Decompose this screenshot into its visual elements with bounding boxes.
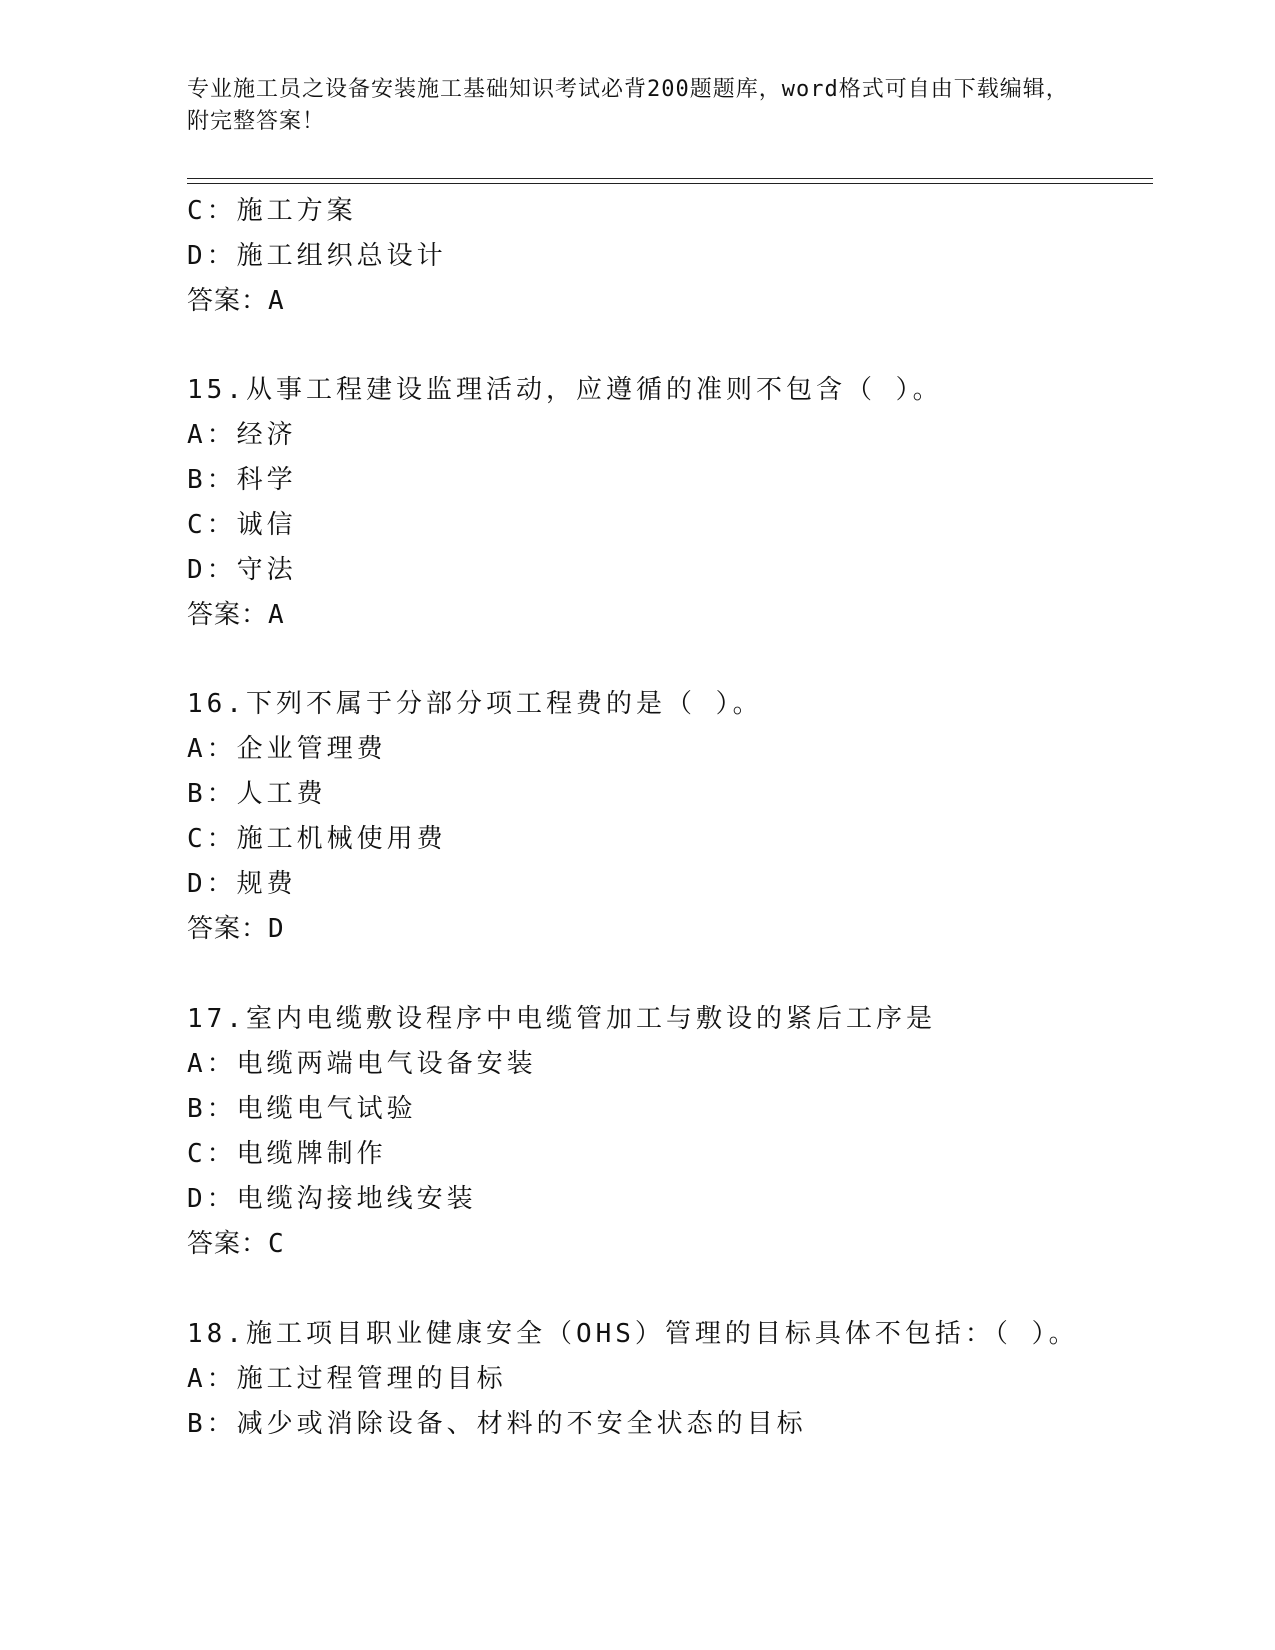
question-stem-16: 16.下列不属于分部分项工程费的是（ ）。	[187, 689, 763, 719]
option-a: A：电缆两端电气设备安装	[187, 1049, 537, 1079]
option-d: D：施工组织总设计	[187, 241, 447, 271]
option-d: D：规费	[187, 869, 297, 899]
option-c: C：诚信	[187, 510, 297, 540]
answer-line: 答案：A	[187, 286, 285, 316]
document-header: 专业施工员之设备安装施工基础知识考试必背200题题库，word格式可自由下载编辑，附完整答案！	[187, 77, 1069, 134]
answer-line: 答案：C	[187, 1229, 285, 1259]
header-divider-bottom	[187, 183, 1153, 184]
question-stem-18: 18.施工项目职业健康安全（OHS）管理的目标具体不包括：（ ）。	[187, 1319, 1079, 1349]
option-b: B：电缆电气试验	[187, 1094, 417, 1124]
option-c: C：施工方案	[187, 196, 357, 226]
option-a: A：经济	[187, 420, 297, 450]
option-b: B：科学	[187, 465, 297, 495]
question-stem-15: 15.从事工程建设监理活动，应遵循的准则不包含（ ）。	[187, 375, 943, 405]
option-c: C：施工机械使用费	[187, 824, 447, 854]
answer-line: 答案：A	[187, 600, 285, 630]
answer-line: 答案：D	[187, 914, 285, 944]
option-d: D：守法	[187, 555, 297, 585]
question-stem-17: 17.室内电缆敷设程序中电缆管加工与敷设的紧后工序是	[187, 1004, 936, 1034]
option-d: D：电缆沟接地线安装	[187, 1184, 477, 1214]
option-a: A：施工过程管理的目标	[187, 1364, 507, 1394]
option-a: A：企业管理费	[187, 734, 387, 764]
option-b: B：人工费	[187, 779, 327, 809]
header-divider-top	[187, 178, 1153, 179]
option-c: C：电缆牌制作	[187, 1139, 387, 1169]
option-b: B：减少或消除设备、材料的不安全状态的目标	[187, 1409, 807, 1439]
